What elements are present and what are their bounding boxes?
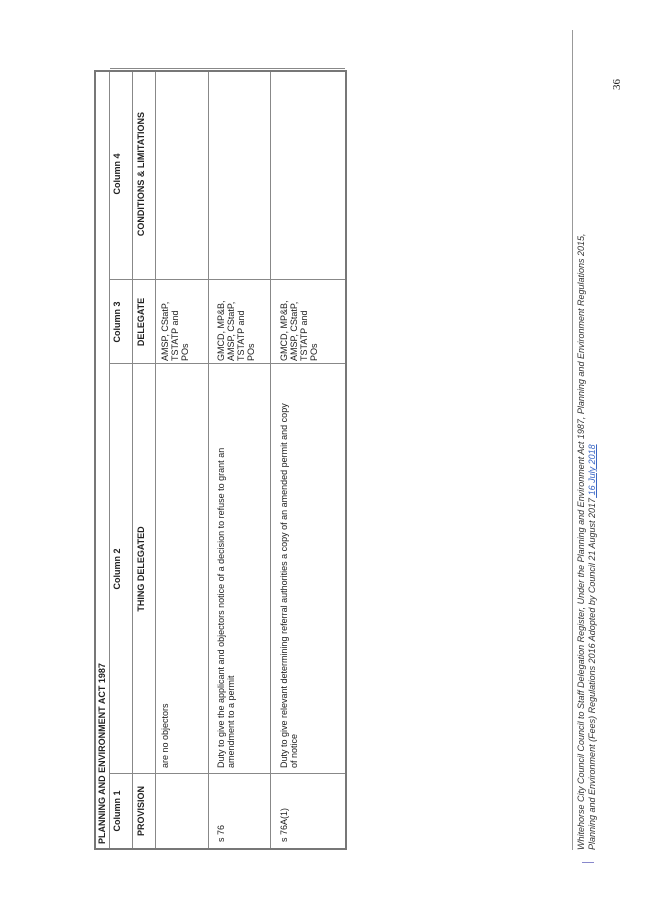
column-2-label: Column 2 [112, 548, 122, 590]
table-title: PLANNING AND ENVIRONMENT ACT 1987 [97, 663, 107, 844]
footer-revision-date: 16 July 2018 [587, 444, 597, 498]
row-2-delegate: GMCD, MP&B, AMSP, CStatP, TSTATP and POs [279, 300, 319, 361]
row-1-delegate: GMCD, MP&B, AMSP, CStatP, TSTATP and POs [216, 300, 256, 361]
row-2-provision: s 76A(1) [279, 807, 289, 842]
row-0-delegate: AMSP, CStatP, TSTATP and POs [160, 301, 190, 361]
table-rule [132, 72, 133, 848]
column-1-label: Column 1 [112, 790, 122, 832]
table-rule [109, 72, 110, 848]
row-divider [270, 72, 271, 848]
header-provision: PROVISION [136, 786, 146, 837]
table-rule [155, 72, 156, 848]
page-number: 36 [611, 79, 623, 90]
footer-line-2 [587, 444, 597, 850]
row-1-provision: s 76 [216, 824, 226, 842]
header-delegate: DELEGATE [136, 297, 146, 347]
footer-adopted: Planning and Environment (Fees) Regulations 2016 Adopted by Council 21 August 2017 [587, 497, 597, 850]
row-1-thing: Duty to give the applicant and objectors notice of a decision to refuse to grant an amendment to a permit [216, 447, 236, 768]
column-3-label: Column 3 [112, 301, 122, 343]
column-4-label: Column 4 [112, 153, 122, 195]
row-0-thing: are no objectors [160, 703, 170, 768]
footer-rule [572, 30, 573, 850]
header-thing-delegated: THING DELEGATED [136, 526, 146, 612]
header-conditions: CONDITIONS & LIMITATIONS [136, 111, 146, 237]
row-divider [208, 72, 209, 848]
change-bar [582, 862, 594, 863]
row-2-thing: Duty to give relevant determining referral authorities a copy of an amended permit and copy of notice [279, 403, 299, 768]
delegation-table [94, 70, 347, 850]
footer-line-1: Whitehorse City Council Council to Staff Delegation Register, Under the Planning and Environment Act 1987, Planning and Environment Regulations 2015, [576, 233, 586, 850]
